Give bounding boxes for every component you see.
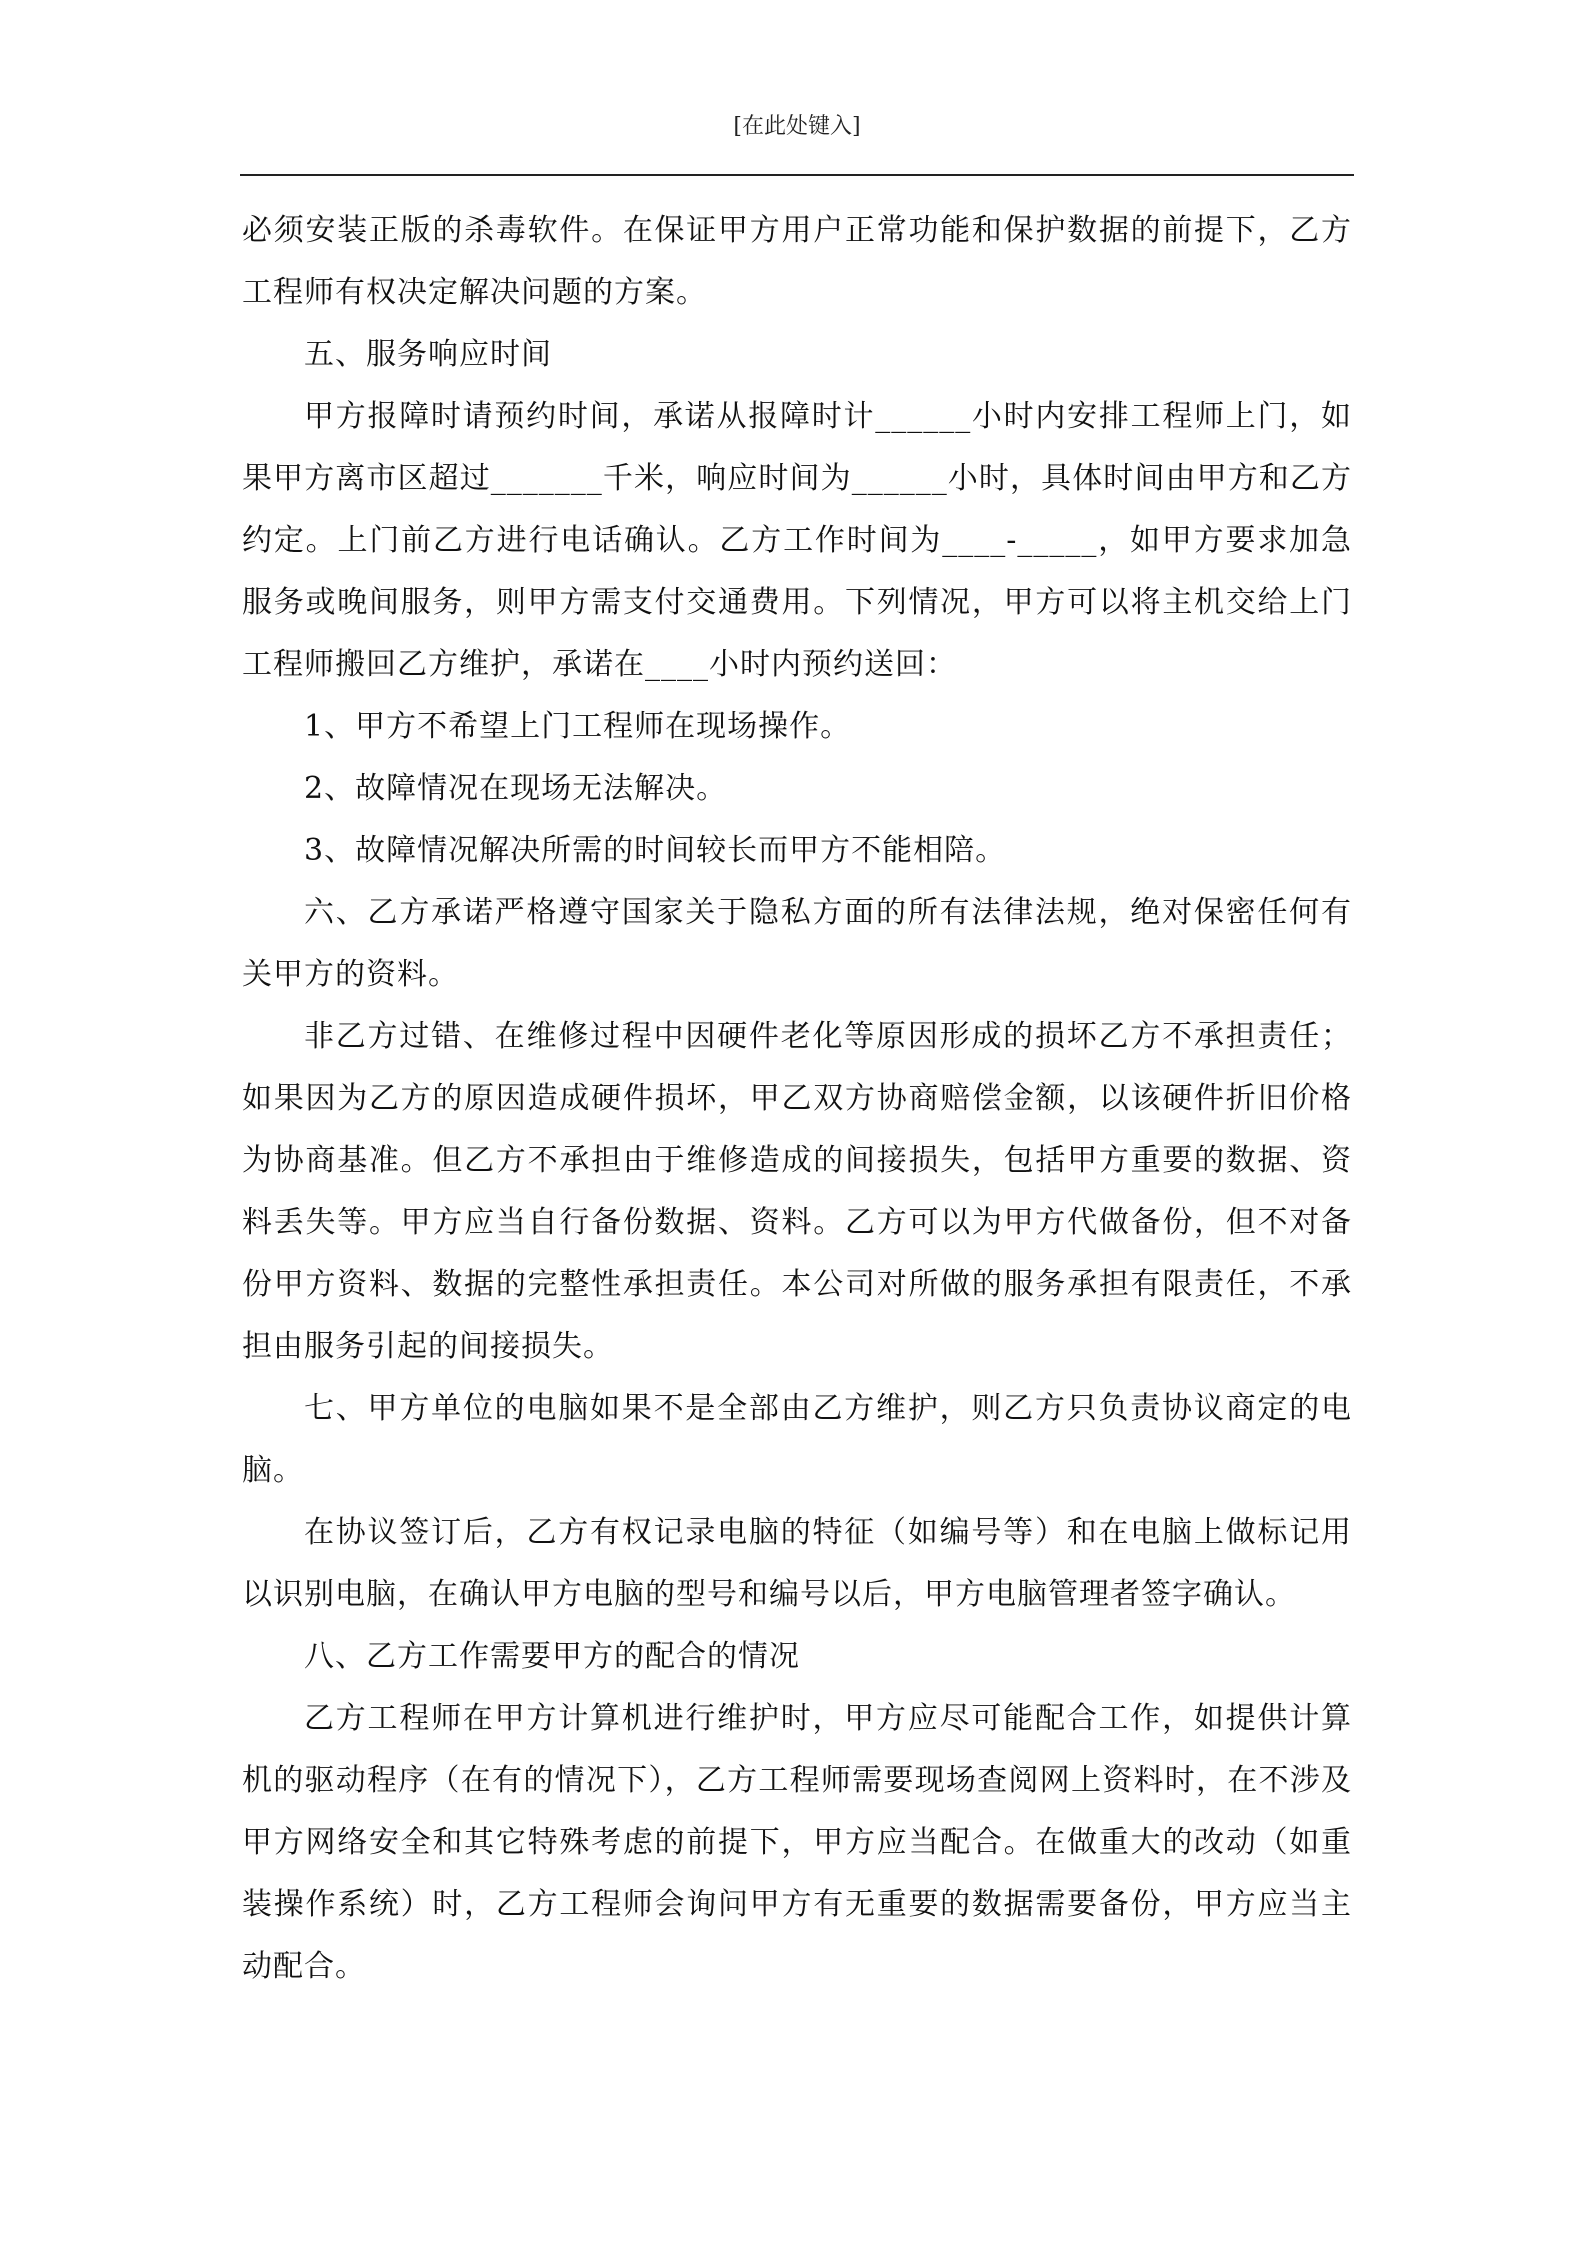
paragraph-cooperation: 乙方工程师在甲方计算机进行维护时，甲方应尽可能配合工作，如提供计算机的驱动程序（在有的情况下），乙方工程师需要现场查阅网上资料时，在不涉及甲方网络安全和其它特殊考虑的前提下，甲方应当配合。在做重大的改动（如重装操作系统）时，乙方工程师会询问甲方有无重要的数据需要备份，甲方应当主动配合。 bbox=[242, 1701, 1352, 1984]
section-heading-7: 七、甲方单位的电脑如果不是全部由乙方维护，则乙方只负责协议商定的电脑。 bbox=[242, 1391, 1352, 1488]
paragraph-intro-antivirus: 必须安装正版的杀毒软件。在保证甲方用户正常功能和保护数据的前提下，乙方工程师有权决定解决问题的方案。 bbox=[242, 213, 1352, 310]
page-header: [在此处键入] bbox=[733, 114, 861, 139]
section-heading-5: 五、服务响应时间 bbox=[304, 337, 552, 372]
list-item-3: 3、故障情况解决所需的时间较长而甲方不能相陪。 bbox=[304, 833, 1007, 868]
header-divider bbox=[240, 174, 1354, 176]
section-heading-6: 六、乙方承诺严格遵守国家关于隐私方面的所有法律法规，绝对保密任何有关甲方的资料。 bbox=[242, 895, 1352, 992]
section-heading-8: 八、乙方工作需要甲方的配合的情况 bbox=[304, 1639, 800, 1674]
list-item-1: 1、甲方不希望上门工程师在现场操作。 bbox=[304, 709, 852, 744]
paragraph-computer-marking: 在协议签订后，乙方有权记录电脑的特征（如编号等）和在电脑上做标记用以识别电脑，在确认甲方电脑的型号和编号以后，甲方电脑管理者签字确认。 bbox=[242, 1515, 1352, 1612]
paragraph-response-time: 甲方报障时请预约时间，承诺从报障时计______小时内安排工程师上门，如果甲方离市区超过_______千米，响应时间为______小时，具体时间由甲方和乙方约定。上门前乙方进行电话确认。乙方工作时间为____-_____，如甲方要求加急服务或晚间服务，则甲方需支付交通费用。下列情况，甲方可以将主机交给上门工程师搬回乙方维护，承诺在____小时内预约送回： bbox=[242, 399, 1352, 682]
list-item-2: 2、故障情况在现场无法解决。 bbox=[304, 771, 728, 806]
paragraph-liability: 非乙方过错、在维修过程中因硬件老化等原因形成的损坏乙方不承担责任；如果因为乙方的原因造成硬件损坏，甲乙双方协商赔偿金额，以该硬件折旧价格为协商基准。但乙方不承担由于维修造成的间接损失，包括甲方重要的数据、资料丢失等。甲方应当自行备份数据、资料。乙方可以为甲方代做备份，但不对备份甲方资料、数据的完整性承担责任。本公司对所做的服务承担有限责任，不承担由服务引起的间接损失。 bbox=[242, 1019, 1352, 1364]
document-body bbox=[242, 200, 1352, 1998]
